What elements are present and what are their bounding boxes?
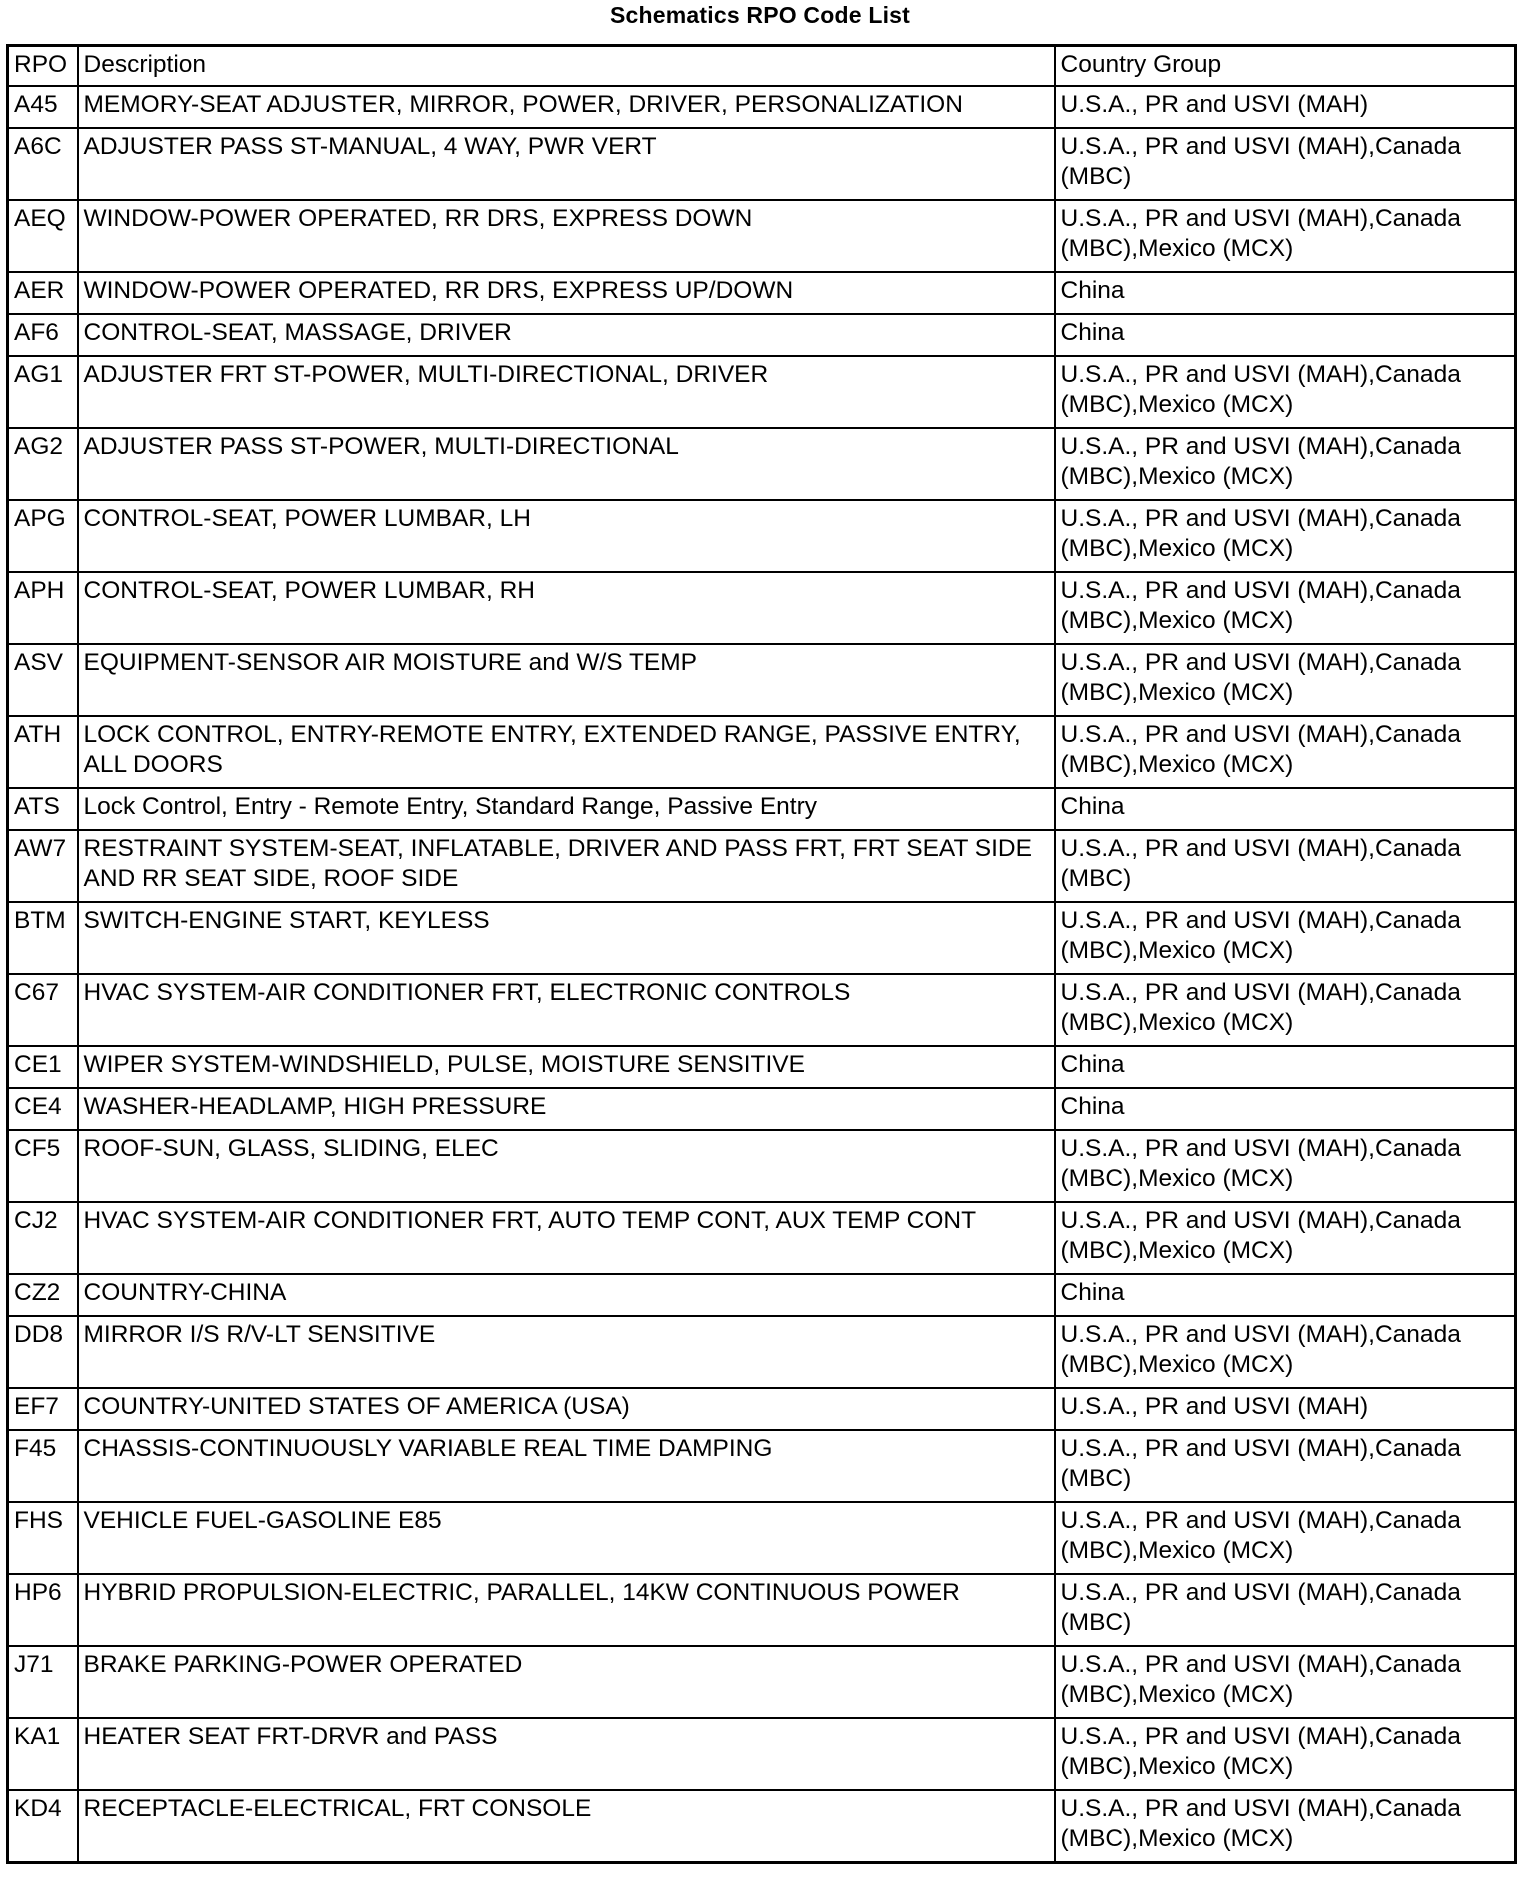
description-cell: VEHICLE FUEL-GASOLINE E85 [78,1502,1055,1574]
table-row [8,644,1516,716]
rpo-code-cell: KA1 [8,1718,78,1790]
rpo-code-cell: CZ2 [8,1274,78,1316]
rpo-code-cell: A45 [8,86,78,128]
country-group-cell: U.S.A., PR and USVI (MAH),Canada (MBC),Mexico (MCX) [1055,572,1516,644]
country-group-cell: U.S.A., PR and USVI (MAH) [1055,86,1516,128]
description-cell: ROOF-SUN, GLASS, SLIDING, ELEC [78,1130,1055,1202]
rpo-code-cell: BTM [8,902,78,974]
country-group-cell: U.S.A., PR and USVI (MAH) [1055,1388,1516,1430]
table-row [8,1388,1516,1430]
rpo-code-cell: AW7 [8,830,78,902]
rpo-code-cell: ASV [8,644,78,716]
country-group-cell: U.S.A., PR and USVI (MAH),Canada (MBC),Mexico (MCX) [1055,1202,1516,1274]
description-cell: CONTROL-SEAT, MASSAGE, DRIVER [78,314,1055,356]
rpo-code-cell: APH [8,572,78,644]
table-row [8,1790,1516,1863]
country-group-cell: U.S.A., PR and USVI (MAH),Canada (MBC),Mexico (MCX) [1055,1646,1516,1718]
description-cell: MEMORY-SEAT ADJUSTER, MIRROR, POWER, DRIVER, PERSONALIZATION [78,86,1055,128]
table-row [8,1430,1516,1502]
rpo-code-cell: EF7 [8,1388,78,1430]
table-row [8,572,1516,644]
description-cell: BRAKE PARKING-POWER OPERATED [78,1646,1055,1718]
country-group-cell: U.S.A., PR and USVI (MAH),Canada (MBC),Mexico (MCX) [1055,356,1516,428]
table-row [8,1502,1516,1574]
country-group-cell: U.S.A., PR and USVI (MAH),Canada (MBC),Mexico (MCX) [1055,428,1516,500]
table-row [8,1046,1516,1088]
description-cell: COUNTRY-CHINA [78,1274,1055,1316]
table-row [8,128,1516,200]
page-title: Schematics RPO Code List [609,2,911,28]
country-group-cell: China [1055,1088,1516,1130]
rpo-code-cell: CE4 [8,1088,78,1130]
description-cell: CHASSIS-CONTINUOUSLY VARIABLE REAL TIME DAMPING [78,1430,1055,1502]
description-cell: MIRROR I/S R/V-LT SENSITIVE [78,1316,1055,1388]
rpo-code-cell: A6C [8,128,78,200]
table-row [8,314,1516,356]
table-row [8,1274,1516,1316]
description-cell: WASHER-HEADLAMP, HIGH PRESSURE [78,1088,1055,1130]
description-cell: HYBRID PROPULSION-ELECTRIC, PARALLEL, 14KW CONTINUOUS POWER [78,1574,1055,1646]
country-group-cell: U.S.A., PR and USVI (MAH),Canada (MBC),Mexico (MCX) [1055,1130,1516,1202]
table-row [8,902,1516,974]
country-group-cell: U.S.A., PR and USVI (MAH),Canada (MBC),Mexico (MCX) [1055,644,1516,716]
description-cell: HVAC SYSTEM-AIR CONDITIONER FRT, AUTO TEMP CONT, AUX TEMP CONT [78,1202,1055,1274]
country-group-cell: U.S.A., PR and USVI (MAH),Canada (MBC),Mexico (MCX) [1055,1502,1516,1574]
country-group-cell: U.S.A., PR and USVI (MAH),Canada (MBC),Mexico (MCX) [1055,200,1516,272]
table-row [8,1202,1516,1274]
rpo-code-cell: F45 [8,1430,78,1502]
table-row [8,830,1516,902]
column-header-country-group: Country Group [1055,46,1516,87]
country-group-cell: U.S.A., PR and USVI (MAH),Canada (MBC),Mexico (MCX) [1055,1718,1516,1790]
rpo-code-cell: CF5 [8,1130,78,1202]
table-row [8,272,1516,314]
table-row [8,788,1516,830]
table-row [8,428,1516,500]
description-cell: ADJUSTER PASS ST-MANUAL, 4 WAY, PWR VERT [78,128,1055,200]
country-group-cell: U.S.A., PR and USVI (MAH),Canada (MBC) [1055,1430,1516,1502]
rpo-code-cell: AG1 [8,356,78,428]
country-group-cell: U.S.A., PR and USVI (MAH),Canada (MBC),Mexico (MCX) [1055,974,1516,1046]
rpo-code-cell: APG [8,500,78,572]
rpo-code-cell: ATH [8,716,78,788]
table-row [8,974,1516,1046]
country-group-cell: U.S.A., PR and USVI (MAH),Canada (MBC),Mexico (MCX) [1055,902,1516,974]
table-row [8,1088,1516,1130]
country-group-cell: China [1055,788,1516,830]
description-cell: WINDOW-POWER OPERATED, RR DRS, EXPRESS DOWN [78,200,1055,272]
rpo-code-table [6,44,1517,1864]
table-row [8,356,1516,428]
description-cell: RECEPTACLE-ELECTRICAL, FRT CONSOLE [78,1790,1055,1863]
rpo-code-cell: AG2 [8,428,78,500]
rpo-code-cell: CJ2 [8,1202,78,1274]
rpo-code-cell: C67 [8,974,78,1046]
country-group-cell: U.S.A., PR and USVI (MAH),Canada (MBC),Mexico (MCX) [1055,716,1516,788]
table-row [8,500,1516,572]
table-row [8,1718,1516,1790]
description-cell: HVAC SYSTEM-AIR CONDITIONER FRT, ELECTRONIC CONTROLS [78,974,1055,1046]
country-group-cell: U.S.A., PR and USVI (MAH),Canada (MBC) [1055,1574,1516,1646]
table-row [8,1130,1516,1202]
description-cell: SWITCH-ENGINE START, KEYLESS [78,902,1055,974]
rpo-code-cell: AF6 [8,314,78,356]
description-cell: HEATER SEAT FRT-DRVR and PASS [78,1718,1055,1790]
table-row [8,1574,1516,1646]
rpo-code-cell: J71 [8,1646,78,1718]
description-cell: RESTRAINT SYSTEM-SEAT, INFLATABLE, DRIVER AND PASS FRT, FRT SEAT SIDE AND RR SEAT SIDE, ROOF SIDE [78,830,1055,902]
country-group-cell: U.S.A., PR and USVI (MAH),Canada (MBC),Mexico (MCX) [1055,1790,1516,1863]
column-header-rpo: RPO [8,46,78,87]
country-group-cell: China [1055,1274,1516,1316]
description-cell: LOCK CONTROL, ENTRY-REMOTE ENTRY, EXTENDED RANGE, PASSIVE ENTRY, ALL DOORS [78,716,1055,788]
description-cell: Lock Control, Entry - Remote Entry, Standard Range, Passive Entry [78,788,1055,830]
country-group-cell: China [1055,1046,1516,1088]
country-group-cell: U.S.A., PR and USVI (MAH),Canada (MBC) [1055,128,1516,200]
table-row [8,1316,1516,1388]
country-group-cell: China [1055,314,1516,356]
table-header-row [8,46,1516,87]
country-group-cell: China [1055,272,1516,314]
country-group-cell: U.S.A., PR and USVI (MAH),Canada (MBC),Mexico (MCX) [1055,500,1516,572]
table-row [8,1646,1516,1718]
description-cell: COUNTRY-UNITED STATES OF AMERICA (USA) [78,1388,1055,1430]
rpo-code-cell: AEQ [8,200,78,272]
description-cell: ADJUSTER PASS ST-POWER, MULTI-DIRECTIONAL [78,428,1055,500]
column-header-description: Description [78,46,1055,87]
description-cell: ADJUSTER FRT ST-POWER, MULTI-DIRECTIONAL, DRIVER [78,356,1055,428]
table-row [8,86,1516,128]
rpo-code-cell: FHS [8,1502,78,1574]
rpo-code-cell: AER [8,272,78,314]
country-group-cell: U.S.A., PR and USVI (MAH),Canada (MBC) [1055,830,1516,902]
description-cell: EQUIPMENT-SENSOR AIR MOISTURE and W/S TEMP [78,644,1055,716]
rpo-code-cell: DD8 [8,1316,78,1388]
description-cell: WIPER SYSTEM-WINDSHIELD, PULSE, MOISTURE SENSITIVE [78,1046,1055,1088]
table-row [8,200,1516,272]
description-cell: CONTROL-SEAT, POWER LUMBAR, LH [78,500,1055,572]
rpo-code-cell: KD4 [8,1790,78,1863]
description-cell: CONTROL-SEAT, POWER LUMBAR, RH [78,572,1055,644]
table-row [8,716,1516,788]
description-cell: WINDOW-POWER OPERATED, RR DRS, EXPRESS UP/DOWN [78,272,1055,314]
country-group-cell: U.S.A., PR and USVI (MAH),Canada (MBC),Mexico (MCX) [1055,1316,1516,1388]
rpo-code-cell: ATS [8,788,78,830]
rpo-code-cell: CE1 [8,1046,78,1088]
rpo-code-cell: HP6 [8,1574,78,1646]
